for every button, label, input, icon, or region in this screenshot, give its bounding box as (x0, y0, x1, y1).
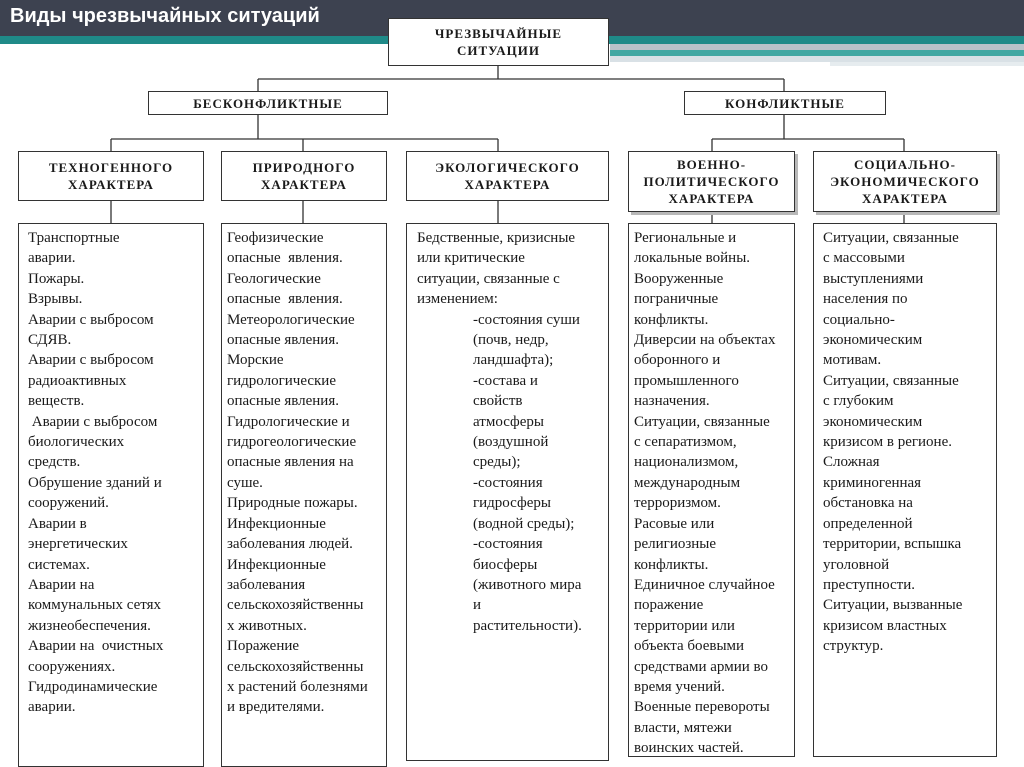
content-line: кризисом в регионе. (823, 434, 952, 451)
content-line: социально- (823, 311, 895, 328)
content-line: международным (634, 474, 741, 491)
content-line: с массовыми (823, 250, 905, 267)
root-label: СИТУАЦИИ (457, 43, 540, 58)
root-label: ЧРЕЗВЫЧАЙНЫЕ (434, 26, 563, 41)
content-line: сельскохозяйственны (227, 658, 364, 675)
content-line: Сложная (823, 454, 880, 471)
category-label: ВОЕННО- (676, 157, 747, 172)
content-line: среды); (473, 454, 521, 471)
content-line: веществ. (28, 393, 85, 410)
content-line: Транспортные (28, 230, 120, 246)
content-line: аварии. (28, 250, 76, 267)
content-line: конфликты. (634, 556, 709, 573)
content-line: религиозные (634, 536, 717, 553)
content-line: (воздушной (473, 434, 549, 451)
content-line: Аварии с выбросом (28, 352, 154, 369)
content-line: -состояния суши (473, 311, 580, 328)
content-line: заболевания (227, 576, 306, 593)
content-line: Инфекционные (227, 515, 326, 532)
content-military-political (628, 223, 795, 757)
content-line: гидрологические (227, 372, 336, 389)
category-technogenic (18, 151, 204, 201)
content-line: Геологические (227, 270, 321, 287)
content-line: кризисом властных (823, 617, 947, 634)
content-line: Природные пожары. (227, 495, 358, 512)
content-line: (животного мира (473, 576, 582, 593)
content-line: поражение (634, 597, 704, 614)
content-line: радиоактивных (28, 372, 127, 389)
category-label: ЭКОЛОГИЧЕСКОГО (435, 160, 580, 175)
content-line: сельскохозяйственны (227, 597, 364, 614)
content-natural (221, 223, 387, 767)
content-line: Взрывы. (28, 291, 83, 308)
content-line: опасные явления. (227, 291, 343, 308)
content-line: Гидрологические и (227, 413, 350, 430)
content-line: назначения. (634, 393, 710, 410)
content-line: территории, вспышка (823, 536, 962, 553)
category-socio-economic (813, 151, 997, 212)
content-line: биосферы (473, 556, 538, 573)
content-line: СДЯВ. (28, 332, 72, 349)
content-line: Инфекционные (227, 556, 326, 573)
category-military-political (628, 151, 795, 212)
content-line: время учений. (634, 678, 725, 695)
content-line: Вооруженные (634, 270, 724, 287)
content-line: -состава и (473, 372, 538, 389)
content-line: заболевания людей. (227, 536, 353, 553)
category-natural (221, 151, 387, 201)
content-line: власти, мятежи (634, 719, 732, 736)
content-line: Поражение (227, 638, 300, 655)
content-line: Аварии на (28, 576, 95, 593)
content-line: опасные явления. (227, 250, 343, 267)
content-line: конфликты. (634, 311, 709, 328)
category-label: ПОЛИТИЧЕСКОГО (643, 174, 780, 189)
content-line: Региональные и (634, 230, 737, 246)
content-line: опасные явления на (227, 454, 354, 471)
content-line: опасные явления. (227, 393, 339, 410)
root-node (388, 18, 609, 66)
content-socio-economic (813, 223, 997, 757)
content-line: и вредителями. (227, 699, 325, 716)
content-line: Диверсии на объектах (634, 332, 776, 349)
content-line: Ситуации, вызванные (823, 597, 963, 614)
content-line: преступности. (823, 576, 915, 593)
content-line: промышленного (634, 372, 739, 389)
content-line: изменением: (417, 291, 498, 308)
content-line: -состояния (473, 474, 543, 491)
content-line: объекта боевыми (634, 638, 745, 655)
content-line: пограничные (634, 291, 719, 308)
content-line: экономическим (823, 413, 923, 430)
content-line: экономическим (823, 332, 923, 349)
content-line: средствами армии во (634, 658, 768, 675)
content-line: х животных. (227, 617, 307, 634)
content-line: Ситуации, связанные (823, 230, 959, 246)
content-line: гидрогеологические (227, 434, 357, 451)
content-line: опасные явления. (227, 332, 339, 349)
content-line: энергетических (28, 536, 128, 553)
content-line: локальные войны. (634, 250, 751, 267)
content-line: атмосферы (473, 413, 544, 430)
content-line: или критические (417, 250, 525, 267)
content-line: сооружениях. (28, 658, 116, 675)
content-line: (водной среды); (473, 515, 575, 532)
content-line: терроризмом. (634, 495, 721, 512)
category-label: ХАРАКТЕРА (862, 191, 948, 206)
category-label: ТЕХНОГЕННОГО (48, 160, 174, 175)
content-line: Ситуации, связанные (823, 372, 959, 389)
category-ecological (406, 151, 609, 201)
content-line: Гидродинамические (28, 678, 158, 695)
content-line: криминогенная (823, 474, 922, 491)
content-line: -состояния (473, 536, 543, 553)
content-line: аварии. (28, 699, 76, 716)
category-label: ХАРАКТЕРА (68, 177, 154, 192)
content-line: обстановка на (823, 495, 913, 512)
content-line: определенной (823, 515, 913, 532)
content-line: Аварии на очистных (28, 638, 164, 655)
content-line: сооружений. (28, 495, 109, 512)
content-line: х растений болезнями (227, 678, 368, 695)
group-conflict: КОНФЛИКТНЫЕ (684, 91, 886, 115)
content-line: уголовной (823, 556, 890, 573)
content-line: территории или (634, 617, 735, 634)
content-line: Ситуации, связанные (634, 413, 770, 430)
content-line: Геофизические (227, 230, 324, 246)
category-label: ЭКОНОМИЧЕСКОГО (830, 174, 980, 189)
content-line: Морские (227, 352, 284, 369)
content-line: структур. (823, 638, 884, 655)
content-line: ландшафта); (473, 352, 554, 369)
content-line: средств. (28, 454, 81, 471)
content-line: с глубоким (823, 393, 894, 410)
content-line: растительности). (473, 617, 582, 634)
content-line: оборонного и (634, 352, 721, 369)
group-nonconflict: БЕСКОНФЛИКТНЫЕ (148, 91, 388, 115)
content-line: выступлениями (823, 270, 924, 287)
content-line: и (473, 597, 482, 614)
content-line: Аварии с выбросом (28, 413, 158, 430)
page-title: Виды чрезвычайных ситуаций (10, 5, 320, 27)
content-line: мотивам. (823, 352, 882, 369)
category-label: СОЦИАЛЬНО- (854, 157, 956, 172)
content-line: Метеорологические (227, 311, 355, 328)
content-line: национализмом, (634, 454, 739, 471)
content-line: Пожары. (28, 270, 85, 287)
content-line: системах. (28, 556, 90, 573)
content-line: с сепаратизмом, (634, 434, 737, 451)
category-label: ПРИРОДНОГО (252, 160, 356, 175)
content-line: Единичное случайное (634, 576, 775, 593)
content-line: ситуации, связанные с (417, 270, 560, 287)
content-line: свойств (473, 393, 523, 410)
content-line: биологических (28, 434, 125, 451)
content-line: суше. (227, 474, 263, 491)
content-line: Бедственные, кризисные (417, 230, 576, 246)
content-technogenic (18, 223, 204, 767)
content-line: (почв, недр, (473, 332, 549, 349)
content-line: Расовые или (634, 515, 715, 532)
category-label: ХАРАКТЕРА (261, 177, 347, 192)
content-line: воинских частей. (634, 740, 744, 757)
category-label: ХАРАКТЕРА (464, 177, 551, 192)
content-line: Обрушение зданий и (28, 474, 162, 491)
content-line: жизнеобеспечения. (28, 617, 151, 634)
content-line: Аварии с выбросом (28, 311, 154, 328)
content-line: Военные перевороты (634, 699, 770, 716)
content-line: гидросферы (473, 495, 551, 512)
content-line: населения по (823, 291, 908, 308)
content-ecological (406, 223, 609, 761)
content-line: коммунальных сетях (28, 597, 161, 614)
content-line: Аварии в (28, 515, 87, 532)
category-label: ХАРАКТЕРА (668, 191, 755, 206)
